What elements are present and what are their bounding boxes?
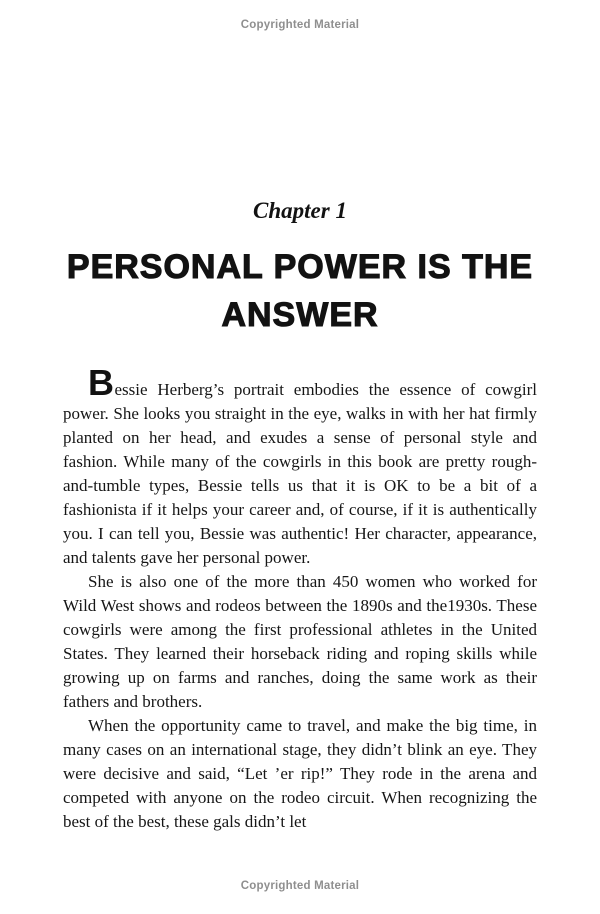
copyright-notice-bottom: Copyrighted Material bbox=[240, 880, 360, 892]
copyright-notice-top: Copyrighted Material bbox=[240, 19, 360, 31]
body-paragraph-3: When the opportunity came to travel, and make the big time, in many cases on an international stage, they didn’t blink an eye. They were decisive and said, “Let ’er rip!” They rode in the arena and competed with anyone on the rodeo circuit. When recognizing the best of the best, these gals didn’t let bbox=[63, 716, 537, 831]
chapter-title-line1: PERSONAL POWER IS THE bbox=[66, 248, 534, 286]
paragraph-1-text: essie Herberg’s portrait embodies the essence of cowgirl power. She looks you straight in the eye, walks in with her hat firmly planted on her head, and exudes a sense of personal style and fashion. While many of the cowgirls in this book are pretty rough-and-tumble types, Bessie tells us that it is OK to be a bit of a fashionista if it helps your career and, of course, if it is authentically you. I can tell you, Bessie was authentic! Her character, appearance, and talents gave her personal power. bbox=[63, 380, 537, 567]
body-paragraph-2: She is also one of the more than 450 women who worked for Wild West shows and rodeos between the 1890s and the1930s. These cowgirls were among the first professional athletes in the United States. They learned their horseback riding and roping skills while growing up on farms and ranches, doing the same work as their fathers and brothers. bbox=[63, 572, 537, 711]
body-text-block bbox=[63, 362, 537, 834]
chapter-title-line2: ANSWER bbox=[221, 296, 379, 334]
body-paragraph-1 bbox=[63, 362, 537, 570]
raised-initial-cap: B bbox=[88, 362, 115, 403]
chapter-title bbox=[0, 243, 600, 339]
chapter-label: Chapter 1 bbox=[253, 198, 347, 223]
